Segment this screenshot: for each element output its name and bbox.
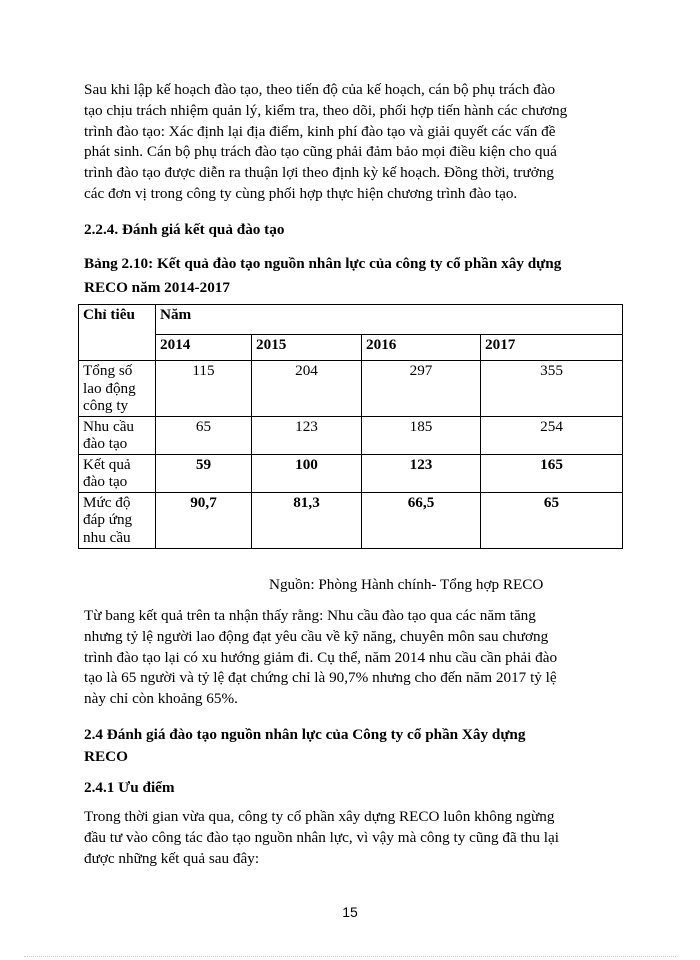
header-indicator: Chỉ tiêu	[79, 305, 156, 361]
table-caption	[84, 252, 561, 300]
heading-line: 2.4 Đánh giá đào tạo nguồn nhân lực của Công ty cổ phần Xây dựng	[84, 726, 526, 743]
text-line: này chỉ còn khoảng 65%.	[84, 690, 238, 708]
text-line: các đơn vị trong công ty cùng phối hợp thực hiện chương trình đào tạo.	[84, 184, 518, 202]
text-line: tạo là 65 người và tỷ lệ đạt chứng chỉ là 90,7% nhưng cho đến năm 2017 tỷ lệ	[84, 669, 557, 687]
table-cell: 65	[481, 492, 623, 548]
text-line: tạo chịu trách nhiệm quản lý, kiểm tra, theo dõi, phối hợp tiến hành các chương	[84, 101, 568, 119]
training-results-table	[78, 304, 623, 549]
caption-line: RECO năm 2014-2017	[84, 279, 230, 296]
text-line: trình đào tạo lại có xu hướng giảm đi. Cụ thể, năm 2014 nhu cầu cần phải đào	[84, 648, 558, 666]
text-line: đầu tư vào công tác đào tạo nguồn nhân lực, vì vậy mà công ty cũng đã thu lại	[84, 828, 559, 846]
table-cell: 204	[252, 361, 362, 417]
table-cell: 185	[362, 416, 481, 454]
row-label: Nhu cầu đào tạo	[79, 416, 156, 454]
table-cell: 123	[362, 454, 481, 492]
text-line: trình đào tạo được diễn ra thuận lợi theo định kỳ kế hoạch. Đồng thời, trưởng	[84, 164, 554, 182]
text-line: được những kết quả sau đây:	[84, 849, 260, 867]
text-line: Từ bang kết quả trên ta nhận thấy rằng: Nhu cầu đào tạo qua các năm tăng	[84, 607, 536, 624]
table-header-row	[79, 305, 623, 335]
table-row	[79, 492, 623, 548]
header-year: 2017	[481, 335, 623, 361]
section-heading-2-4	[84, 724, 525, 768]
text-line: Trong thời gian vừa qua, công ty cổ phần xây dựng RECO luôn không ngừng	[84, 808, 555, 825]
table-cell: 123	[252, 416, 362, 454]
row-label: Mức độ đáp ứng nhu cầu	[79, 492, 156, 548]
table-cell: 115	[156, 361, 252, 417]
table-row	[79, 454, 623, 492]
text-line: phát sinh. Cán bộ phụ trách đào tạo cũng phải đảm bảo mọi điều kiện cho quá	[84, 143, 557, 161]
table-year-row	[79, 335, 623, 361]
page-bottom-divider	[24, 956, 676, 957]
table-cell: 165	[481, 454, 623, 492]
table-cell: 59	[156, 454, 252, 492]
table-cell: 65	[156, 416, 252, 454]
text-line: nhưng tỷ lệ người lao động đạt yêu cầu về kỹ năng, chuyên môn sau chương	[84, 627, 549, 645]
intro-paragraph	[84, 80, 624, 205]
section-heading-2-2-4: 2.2.4. Đánh giá kết quả đào tạo	[84, 221, 285, 238]
page-number: 15	[342, 904, 358, 920]
row-label: Tổng số lao động công ty	[79, 361, 156, 417]
table-cell: 254	[481, 416, 623, 454]
header-year-group: Năm	[156, 305, 623, 335]
advantages-paragraph	[84, 807, 624, 869]
text-line: trình đào tạo: Xác định lại địa điểm, kinh phí đào tạo và giải quyết các vấn đề	[84, 122, 556, 140]
table-cell: 66,5	[362, 492, 481, 548]
table-cell: 90,7	[156, 492, 252, 548]
table-row	[79, 416, 623, 454]
heading-line: RECO	[84, 748, 128, 765]
header-year: 2014	[156, 335, 252, 361]
header-year: 2016	[362, 335, 481, 361]
row-label: Kết quả đào tạo	[79, 454, 156, 492]
caption-line: Bảng 2.10: Kết quả đào tạo nguồn nhân lực của công ty cổ phần xây dựng	[84, 255, 562, 272]
table-cell: 297	[362, 361, 481, 417]
text-line: Sau khi lập kế hoạch đào tạo, theo tiến độ của kế hoạch, cán bộ phụ trách đào	[84, 81, 556, 98]
section-heading-2-4-1: 2.4.1 Ưu điểm	[84, 779, 175, 796]
source-note: Nguồn: Phòng Hành chính- Tổng hợp RECO	[269, 576, 544, 593]
table-row	[79, 361, 623, 417]
header-year: 2015	[252, 335, 362, 361]
table-cell: 355	[481, 361, 623, 417]
table-cell: 100	[252, 454, 362, 492]
analysis-paragraph	[84, 606, 624, 710]
table-cell: 81,3	[252, 492, 362, 548]
